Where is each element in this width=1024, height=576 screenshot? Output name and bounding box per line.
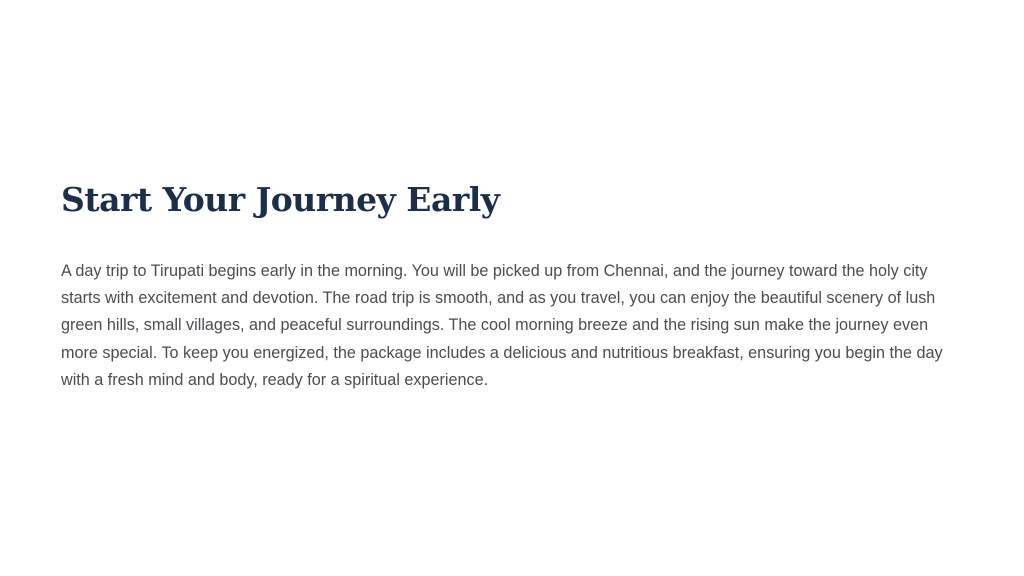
slide-body-text: A day trip to Tirupati begins early in the morning. You will be picked up from Chennai, and the journey toward the holy city starts with excitement and devotion. The road trip is smooth, and as you travel, you can enjoy the beautiful scenery of lush green hills, small villages, and peaceful surroundings. The cool morning breeze and the rising sun make the journey even more special. To keep you energized, the package includes a delicious and nutritious breakfast, ensuring you begin the day with a fresh mind and body, ready for a spiritual experience. [61, 262, 943, 389]
slide-heading: Start Your Journey Early [61, 180, 500, 219]
